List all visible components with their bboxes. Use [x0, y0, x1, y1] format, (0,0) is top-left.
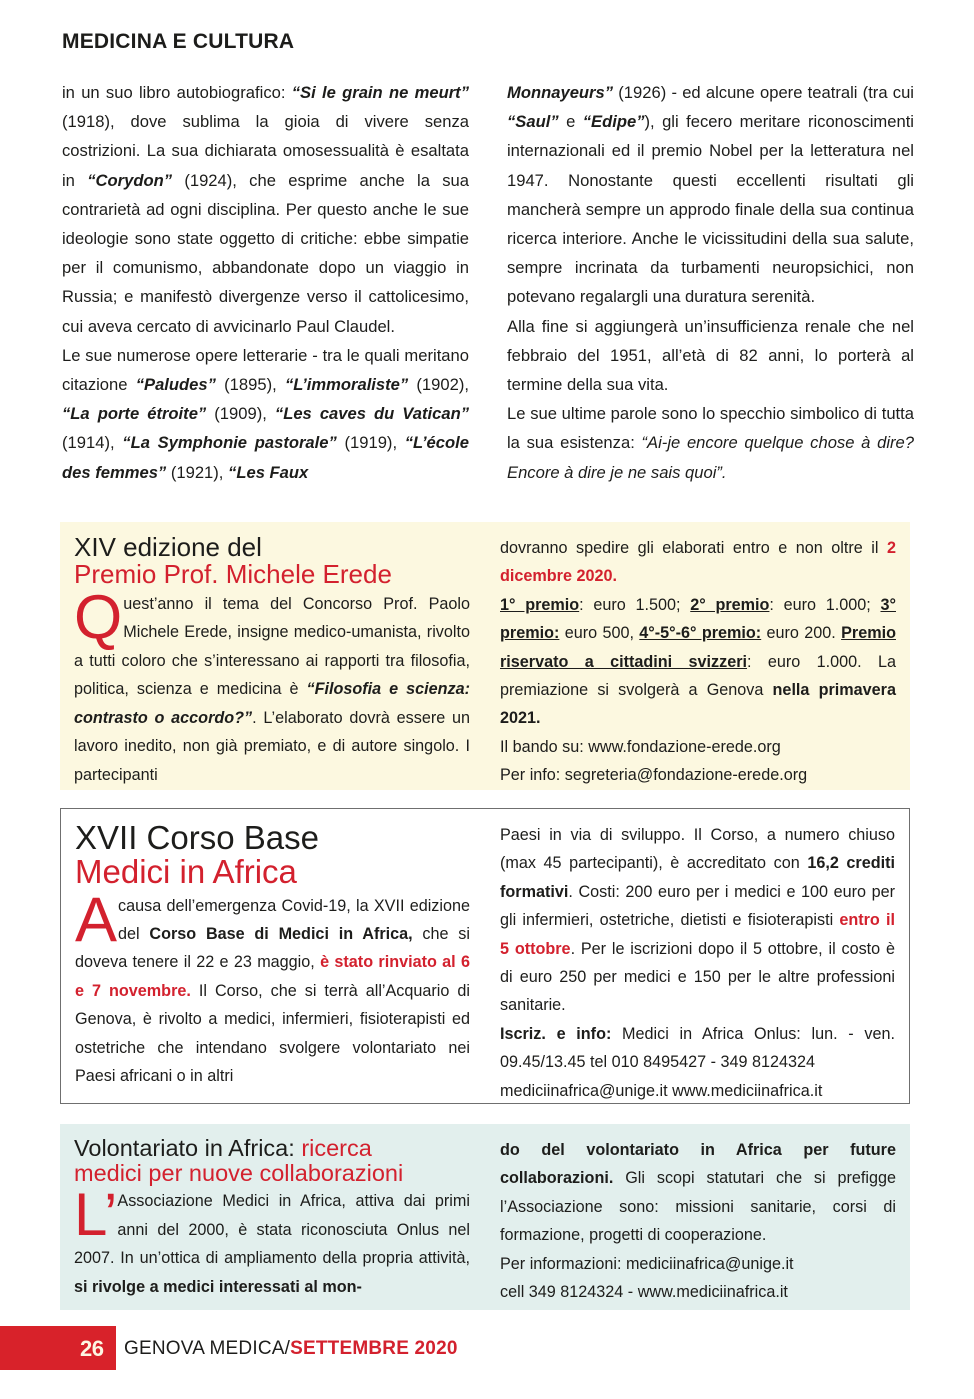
paragraph: [500, 1278, 896, 1306]
text-run: uest’anno il tema del Concorso Prof. Paolo Michele Erede, insigne medico-umanista, rivolto a tutti coloro che s’interessano ai rapporti tra filosofia, politica, scienza e medicina è: [74, 595, 470, 699]
paragraph: [62, 341, 469, 487]
text-run: e: [558, 112, 583, 132]
premio-left-column: [74, 534, 470, 790]
contest-theme: “Filosofia e scienza: contrasto o accordo?”: [74, 680, 471, 727]
paragraph: [500, 1136, 896, 1250]
book-title: “L’école des femmes”: [62, 433, 469, 482]
paragraph: [62, 78, 469, 341]
text-run: (1918), dove sublima la gioia di vivere senza costrizioni. La sua dichiarata omosessualità è esaltata in: [62, 112, 469, 190]
footer-issue-date: SETTEMBRE 2020: [290, 1338, 458, 1359]
text-run: . Per le iscrizioni dopo il 5 ottobre, il costo è di euro 250 per medici e 150 per le altre professioni sanitarie.: [500, 939, 895, 1015]
prize-2-label: 2° premio: [690, 595, 770, 614]
call-to-action-continued: do del volontariato in Africa per future collaborazioni.: [500, 1141, 896, 1188]
paragraph: [500, 733, 896, 761]
volontariato-headline-red1: ricerca: [301, 1135, 372, 1161]
info-email: Per informazioni: mediciinafrica@unige.it: [500, 1254, 794, 1273]
paragraph: [507, 78, 914, 312]
text-run: . L’elaborato dovrà essere un lavoro inedito, non già premiato, e di autore singolo. I partecipanti: [74, 708, 471, 784]
prize-1-label: 1° premio: [500, 595, 580, 614]
promo-box-premio-erede: [60, 522, 910, 790]
paragraph: [507, 312, 914, 400]
text-run: (1924), che esprime anche la sua contrarietà ad ogni disciplina. Per questo anche le sue ideologie sono state oggetto di critiche: ebbe simpatie per il comunismo, abbandonate dopo un viaggio in Russia; e manifestò divergenze verso il cattolicesimo, cui aveva cercato di avvicinarlo Paul Claudel.: [62, 170, 469, 336]
book-title: “L’immoraliste”: [284, 375, 409, 395]
article-body: [62, 78, 914, 487]
text-run: Il Corso, che si terrà all’Acquario di Genova, è rivolto a medici, infermieri, fisioterapisti ed ostetriche che intendano svolgere volontariato nei Paesi africani o in altri: [75, 981, 470, 1086]
text-run: Gli scopi statutari che si prefigge l’Associazione sono: missioni sanitarie, corsi di formazione, progetti di cooperazione.: [500, 1169, 896, 1245]
text-run: (1921),: [166, 462, 229, 482]
prize-456-label: 4°-5°-6° premio:: [639, 624, 762, 643]
premio-headline: [74, 534, 470, 588]
paragraph: [500, 821, 895, 1020]
paragraph: [500, 534, 896, 591]
book-title: “Corydon”: [87, 170, 173, 190]
book-title: “Les caves du Vatican”: [274, 404, 469, 424]
info-email: Per info: segreteria@fondazione-erede.org: [500, 766, 808, 785]
paragraph: [500, 1250, 896, 1278]
text-run: (1902),: [408, 375, 469, 395]
cell-and-website: cell 349 8124324 - www.mediciinafrica.it: [500, 1283, 788, 1302]
paragraph: [75, 884, 470, 1091]
postponement-notice: è stato rinviato al 6 e 7 novembre.: [75, 953, 470, 1000]
course-name: Corso Base di Medici in Africa,: [149, 925, 413, 944]
corso-headline: [75, 821, 470, 890]
text-run: (1919),: [336, 433, 405, 453]
book-title: “La porte étroite”: [62, 404, 207, 424]
text-run: ), gli fecero meritare riconoscimenti internazionali ed il premio Nobel per la letteratura nel 1947. Nonostante questi eccellenti risultati gli mancherà sempre un approdo finale della sua continua ricerca interiore. Anche le vicissitudini della sua salute, sempre incrinata da turbamenti neuropsichici, non potevano regalargli una duratura serenità.: [507, 112, 914, 307]
article-column-left: [62, 78, 469, 487]
promo-box-volontariato: [60, 1124, 910, 1310]
text-run: (1909),: [206, 404, 275, 424]
book-title: Monnayeurs”: [507, 83, 614, 102]
swiss-prize-value: : euro 1.000. La premiazione si svolgerà a Genova: [500, 652, 896, 700]
book-title: “Paludes”: [135, 375, 216, 395]
call-to-action: si rivolge a medici interessati al mon-: [74, 1277, 362, 1296]
early-deadline: entro il 5 ottobre: [500, 911, 895, 958]
premio-headline-line2: Premio Prof. Michele Erede: [74, 559, 392, 590]
swiss-prize-label: Premio riservato a cittadini svizzeri: [500, 624, 896, 671]
volontariato-headline: [74, 1136, 470, 1185]
footer-page-number: 26: [80, 1336, 104, 1361]
article-column-right: [507, 78, 914, 487]
paragraph: [500, 1020, 895, 1077]
book-title: “Les Faux: [228, 462, 309, 482]
text-run: dovranno spedire gli elaborati entro e non oltre il: [500, 539, 887, 557]
book-title: “Edipe”: [582, 112, 645, 132]
text-run: che si doveva tenere il 22 e 23 maggio,: [75, 925, 470, 972]
footer-magazine-name: GENOVA MEDICA/: [124, 1338, 291, 1359]
corso-right-column: [500, 821, 895, 1105]
text-run: Paesi in via di sviluppo. Il Corso, a numero chiuso (max 45 partecipanti), è accreditato con: [500, 826, 895, 873]
paragraph: [500, 591, 896, 733]
prize-456-value: euro 200.: [761, 624, 842, 643]
text-run: (1926) - ed alcune opere teatrali (tra cui: [613, 83, 914, 102]
premio-headline-line1: XIV edizione del: [74, 532, 262, 562]
paragraph: [507, 399, 914, 487]
volontariato-right-column: [500, 1136, 896, 1306]
book-title: “La Symphonie pastorale”: [122, 433, 337, 453]
text-run: in un suo libro autobiografico:: [62, 83, 292, 102]
corso-headline-line1: XVII Corso Base: [75, 819, 319, 856]
book-title: “Saul”: [507, 112, 559, 132]
volontariato-headline-red2: medici per nuove collaborazioni: [74, 1159, 404, 1186]
dropcap-letter: L’: [74, 1181, 118, 1249]
book-title: “Si le grain ne meurt”: [291, 83, 469, 102]
dropcap-letter: Q: [74, 583, 123, 653]
prize-3-value: euro 500,: [559, 624, 640, 643]
credits-value: 16,2 crediti formativi: [500, 854, 895, 901]
bando-url: Il bando su: www.fondazione-erede.org: [500, 737, 781, 756]
text-run: (1914),: [62, 433, 123, 453]
text-run: (1895),: [215, 375, 285, 395]
page-title: MEDICINA E CULTURA: [62, 30, 295, 53]
text-run: causa dell’emergenza Covid-19, la XVII edizione del: [118, 896, 470, 944]
contacts-line: mediciinafrica@unige.it www.mediciinafrica.it: [500, 1081, 823, 1100]
prize-1-value: : euro 1.500;: [579, 595, 691, 614]
registration-label: Iscriz. e info:: [500, 1024, 612, 1043]
registration-value: Medici in Africa Onlus: lun. - ven. 09.45/13.45 tel 010 8495427 - 349 8124324: [500, 1024, 895, 1072]
paragraph: [500, 761, 896, 789]
paragraph: [500, 1077, 895, 1105]
prize-2-value: : euro 1.000;: [769, 595, 881, 614]
volontariato-left-column: [74, 1136, 470, 1306]
text-run: . Costi: 200 euro per i medici e 100 euro per gli infermieri, ostetriche, dietisti e fisioterapisti: [500, 882, 895, 930]
final-quote: “Ai-je encore quelque chose à dire? Encore à dire je ne sais quoi”.: [507, 433, 914, 482]
paragraph: [74, 583, 471, 789]
dropcap-letter: A: [75, 884, 118, 955]
text-run: Le sue ultime parole sono lo specchio simbolico di tutta la sua esistenza:: [507, 404, 914, 453]
promo-box-corso-base: [60, 808, 910, 1104]
deadline-date: 2 dicembre 2020.: [500, 539, 896, 586]
paragraph: [74, 1181, 470, 1301]
text-run: Associazione Medici in Africa, attiva dai primi anni del 2000, è stata riconosciuta Onlus nel 2007. In un’ottica di ampliamento della propria attività,: [74, 1192, 470, 1268]
text-run: Alla fine si aggiungerà un’insufficienza renale che nel febbraio del 1951, all’età di 82 anni, lo porterà al termine della sua vita.: [507, 316, 914, 395]
corso-headline-line2: Medici in Africa: [75, 853, 297, 891]
corso-left-column: [75, 821, 470, 1105]
footer-masthead: [124, 1338, 458, 1360]
text-run: Le sue numerose opere letterarie - tra le quali meritano citazione: [62, 345, 469, 395]
award-ceremony-date: nella primavera 2021.: [500, 681, 896, 728]
volontariato-headline-black: Volontariato in Africa:: [74, 1135, 302, 1161]
prize-3-label: 3° premio:: [500, 595, 896, 643]
premio-right-column: [500, 534, 896, 790]
